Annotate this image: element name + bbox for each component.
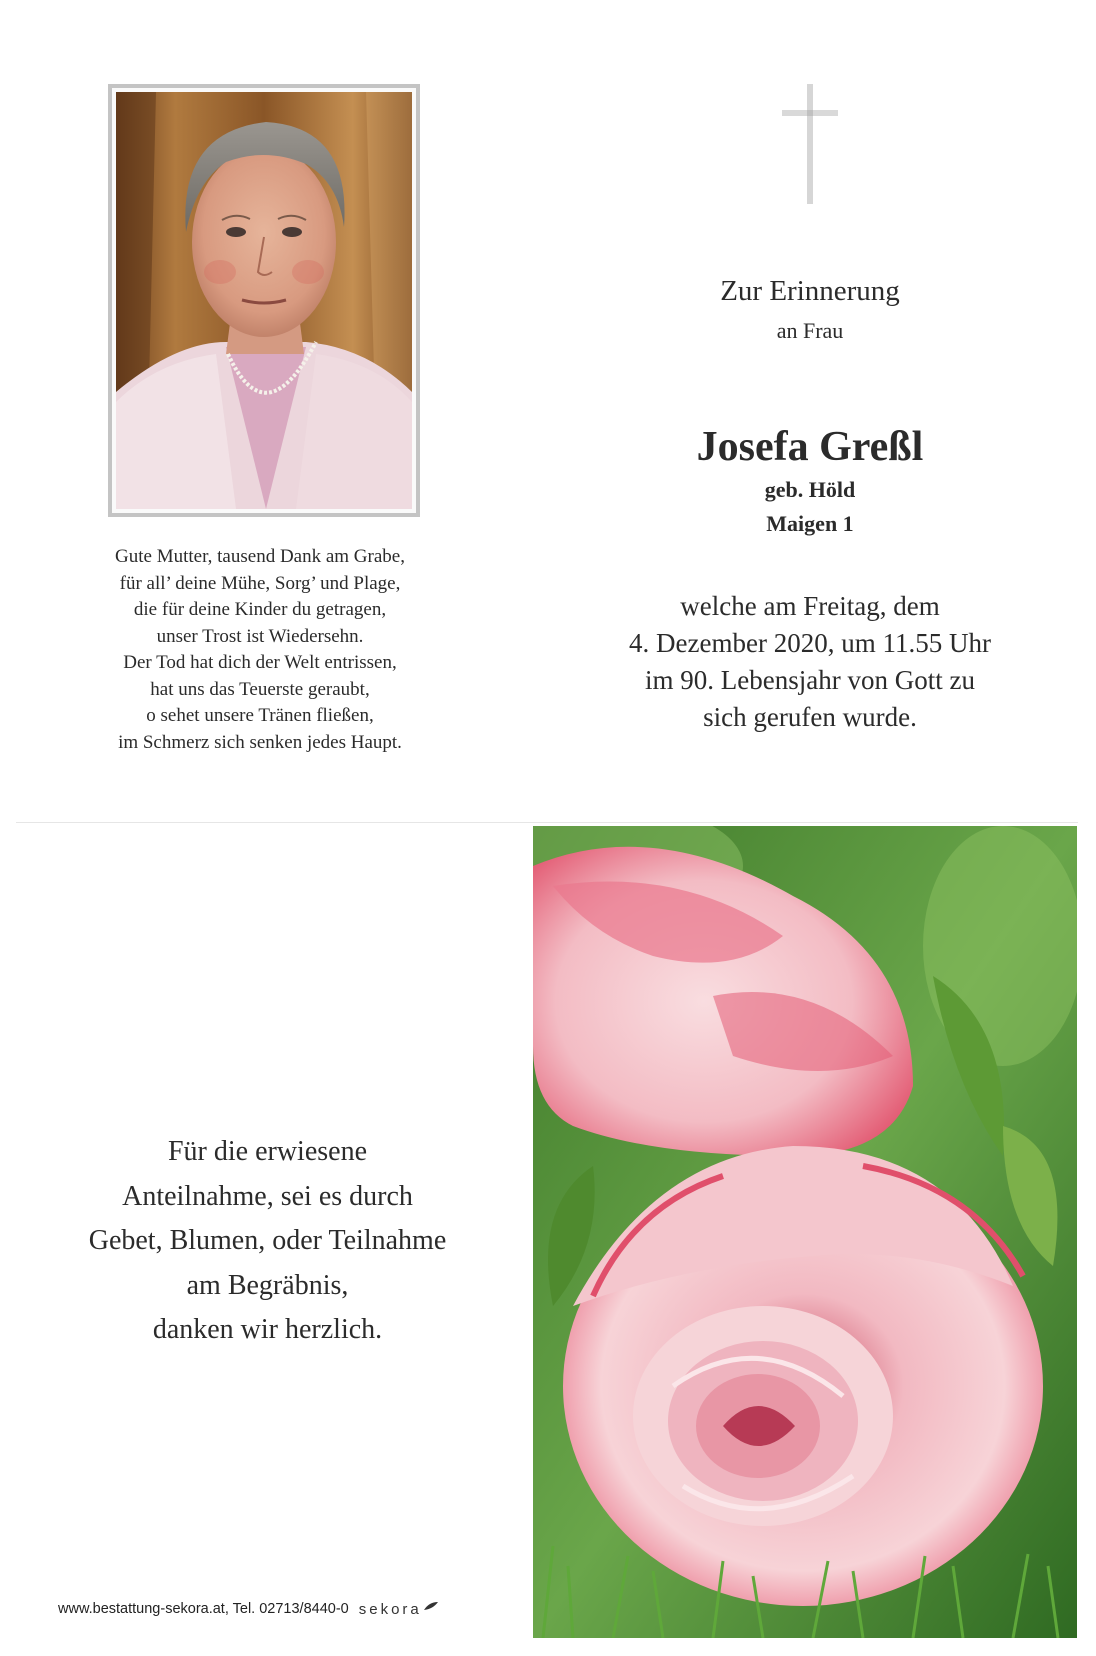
poem-line: Der Tod hat dich der Welt entrissen,	[123, 652, 397, 673]
poem-line: hat uns das Teuerste geraubt,	[150, 678, 370, 700]
footer-contact: www.bestattung-sekora.at, Tel. 02713/8440-0	[58, 1601, 349, 1617]
poem-line: die für deine Kinder du getragen,	[133, 599, 387, 620]
thanks-line: Gebet, Blumen, oder Teilnahme	[88, 1225, 447, 1256]
death-notice	[570, 588, 1050, 736]
death-line: sich gerufen wurde.	[703, 702, 917, 732]
brand-name: sekora	[358, 1600, 422, 1618]
thanks-text	[40, 1130, 495, 1353]
poem-line: o sehet unsere Tränen fließen,	[146, 705, 374, 726]
thanks-line: danken wir herzlich.	[152, 1314, 383, 1345]
poem	[60, 544, 460, 756]
brand-logo	[359, 1601, 439, 1618]
poem-line: im Schmerz sich senken jedes Haupt.	[118, 731, 402, 753]
poem-line: für all’ deine Mühe, Sorg’ und Plage,	[119, 572, 401, 594]
intro-line-1: Zur Erinnerung	[720, 275, 900, 307]
death-line: im 90. Lebensjahr von Gott zu	[645, 665, 975, 695]
poem-line: unser Trost ist Wiedersehn.	[156, 625, 364, 647]
rose-image	[533, 826, 1077, 1638]
cross-icon	[780, 82, 840, 207]
thanks-line: Anteilnahme, sei es durch	[122, 1180, 413, 1212]
fold-line	[16, 822, 1078, 823]
thanks-line: Für die erwiesene	[167, 1136, 368, 1167]
intro-line-2: an Frau	[776, 318, 844, 343]
thanks-line: am Begräbnis,	[186, 1269, 349, 1301]
death-line: 4. Dezember 2020, um 11.55 Uhr	[629, 628, 991, 658]
leaf-icon	[423, 1601, 439, 1611]
birth-name: geb. Höld	[764, 477, 856, 502]
poem-line: Gute Mutter, tausend Dank am Grabe,	[115, 546, 405, 567]
death-line: welche am Freitag, dem	[680, 591, 940, 621]
deceased-name: Josefa Greßl	[696, 424, 924, 470]
portrait-photo	[116, 92, 412, 509]
footer	[58, 1597, 528, 1621]
address: Maigen 1	[766, 511, 854, 536]
